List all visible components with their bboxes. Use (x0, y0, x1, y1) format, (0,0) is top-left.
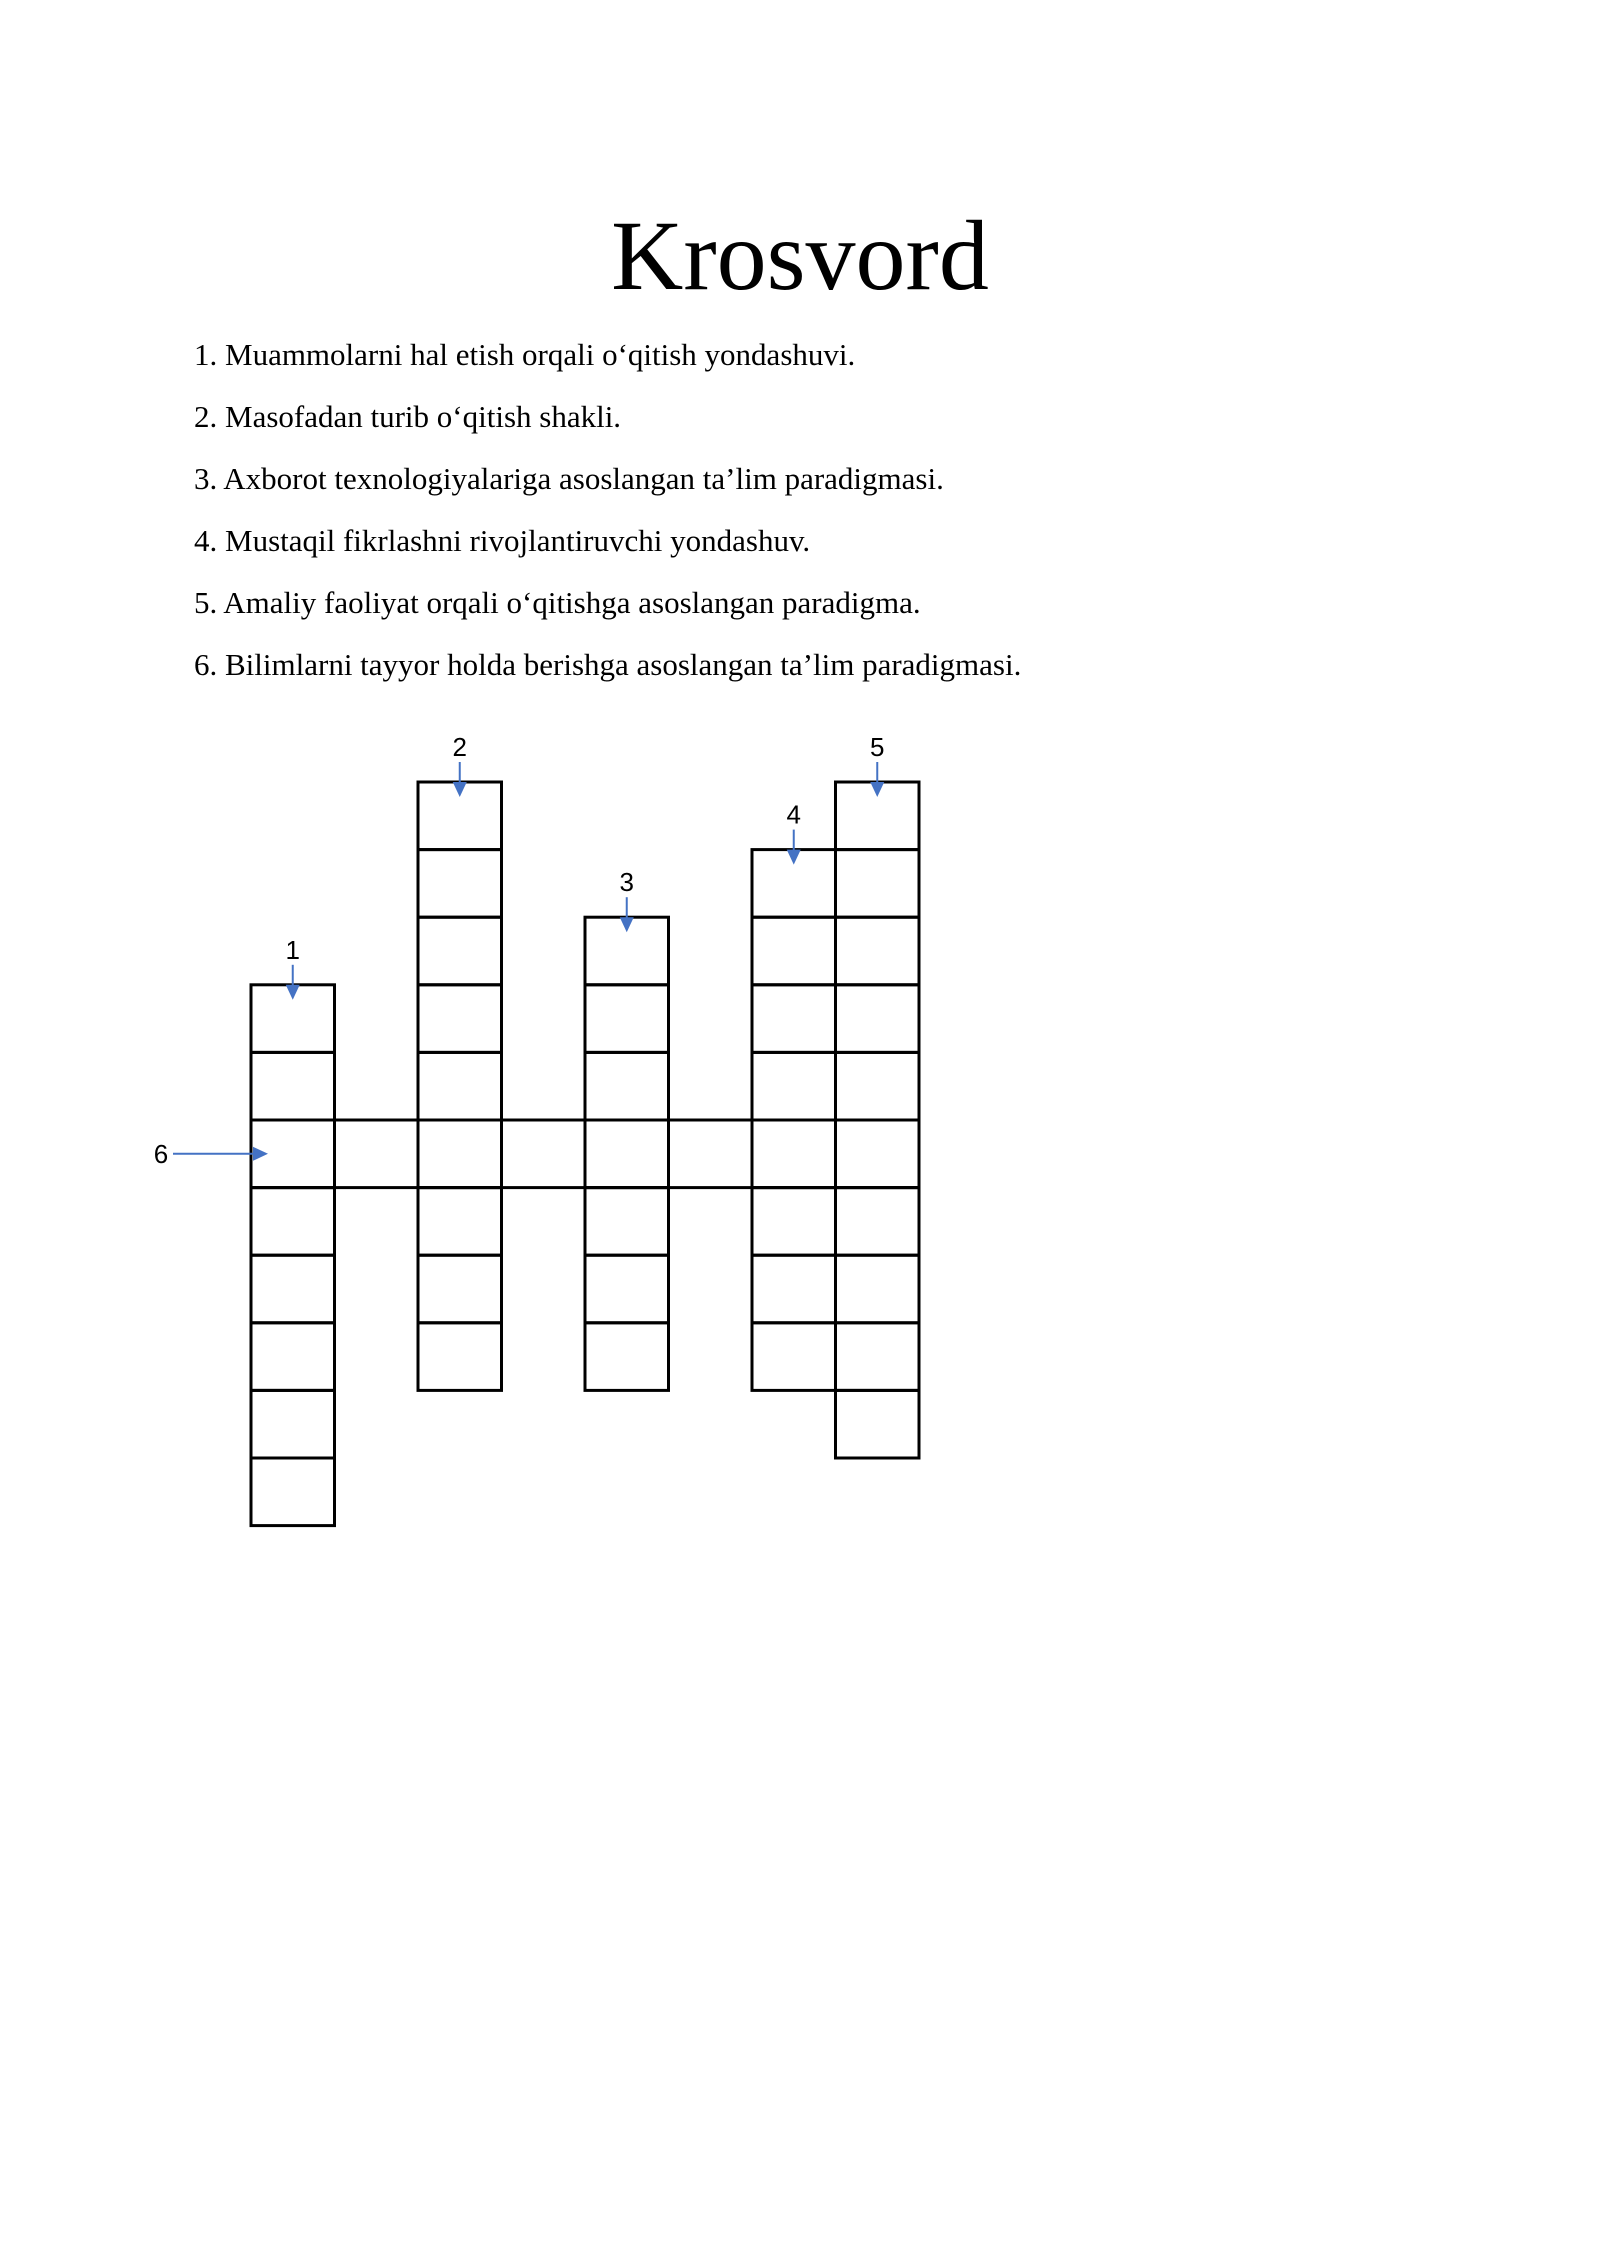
cell-3-4[interactable] (585, 1120, 669, 1188)
clue-3: 3. Axborot texnologiyalariga asoslangan ta’lim paradigmasi. (194, 461, 944, 496)
cell-5-5[interactable] (836, 1052, 920, 1120)
clue-6: 6. Bilimlarni tayyor holda berishga asoslangan ta’lim paradigmasi. (194, 647, 1022, 682)
cell-2-6[interactable] (418, 1120, 502, 1188)
page-title: Krosvord (611, 200, 989, 311)
cell-1-4[interactable] (251, 1188, 335, 1256)
cell-4-8[interactable] (752, 1323, 836, 1391)
cell-6-5[interactable] (585, 1120, 669, 1188)
cell-5-2[interactable] (836, 850, 920, 918)
clue-5: 5. Amaliy faoliyat orqali o‘qitishga asoslangan paradigma. (194, 585, 921, 620)
cell-4-7[interactable] (752, 1255, 836, 1323)
clue-2: 2. Masofadan turib o‘qitish shakli. (194, 399, 622, 434)
clue-number-5: 5 (870, 732, 885, 762)
cell-4-5[interactable] (752, 1120, 836, 1188)
cell-5-3[interactable] (836, 917, 920, 985)
clue-4: 4. Mustaqil fikrlashni rivojlantiruvchi yondashuv. (194, 523, 811, 558)
cell-6-4[interactable] (502, 1120, 586, 1188)
cell-1-5[interactable] (251, 1255, 335, 1323)
clue-1: 1. Muammolarni hal etish orqali o‘qitish yondashuvi. (194, 337, 856, 372)
clue-arrow-5-icon (870, 732, 884, 797)
cell-3-5[interactable] (585, 1188, 669, 1256)
cell-2-4[interactable] (418, 985, 502, 1053)
cell-4-2[interactable] (752, 917, 836, 985)
cell-6-2[interactable] (335, 1120, 419, 1188)
cell-3-7[interactable] (585, 1323, 669, 1391)
cell-5-10[interactable] (836, 1390, 920, 1458)
cell-3-6[interactable] (585, 1255, 669, 1323)
cell-1-6[interactable] (251, 1323, 335, 1391)
cell-5-8[interactable] (836, 1255, 920, 1323)
cell-5-7[interactable] (836, 1188, 920, 1256)
clue-arrow-4-icon (787, 800, 801, 865)
clue-number-3: 3 (619, 867, 634, 898)
cell-4-6[interactable] (752, 1188, 836, 1256)
cell-5-9[interactable] (836, 1323, 920, 1391)
clue-number-6: 6 (153, 1138, 169, 1169)
clue-number-2: 2 (452, 732, 467, 762)
cell-4-3[interactable] (752, 985, 836, 1053)
cell-1-8[interactable] (251, 1458, 335, 1526)
clue-number-4: 4 (786, 799, 801, 830)
cell-1-7[interactable] (251, 1390, 335, 1458)
cell-6-3[interactable] (418, 1120, 502, 1188)
cell-2-8[interactable] (418, 1255, 502, 1323)
cell-1-2[interactable] (251, 1052, 335, 1120)
cell-2-5[interactable] (418, 1052, 502, 1120)
cell-5-4[interactable] (836, 985, 920, 1053)
cell-2-7[interactable] (418, 1188, 502, 1256)
clue-arrow-3-icon (620, 867, 634, 932)
cell-4-4[interactable] (752, 1052, 836, 1120)
cell-2-3[interactable] (418, 917, 502, 985)
clue-arrow-2-icon (453, 732, 467, 797)
cell-6-8[interactable] (836, 1120, 920, 1188)
cell-5-6[interactable] (836, 1120, 920, 1188)
clue-arrow-1-icon (286, 935, 300, 1000)
cell-6-7[interactable] (752, 1120, 836, 1188)
cell-3-3[interactable] (585, 1052, 669, 1120)
clue-number-1: 1 (285, 934, 300, 965)
cell-3-2[interactable] (585, 985, 669, 1053)
cell-2-9[interactable] (418, 1323, 502, 1391)
cell-2-2[interactable] (418, 850, 502, 918)
cell-6-6[interactable] (669, 1120, 753, 1188)
